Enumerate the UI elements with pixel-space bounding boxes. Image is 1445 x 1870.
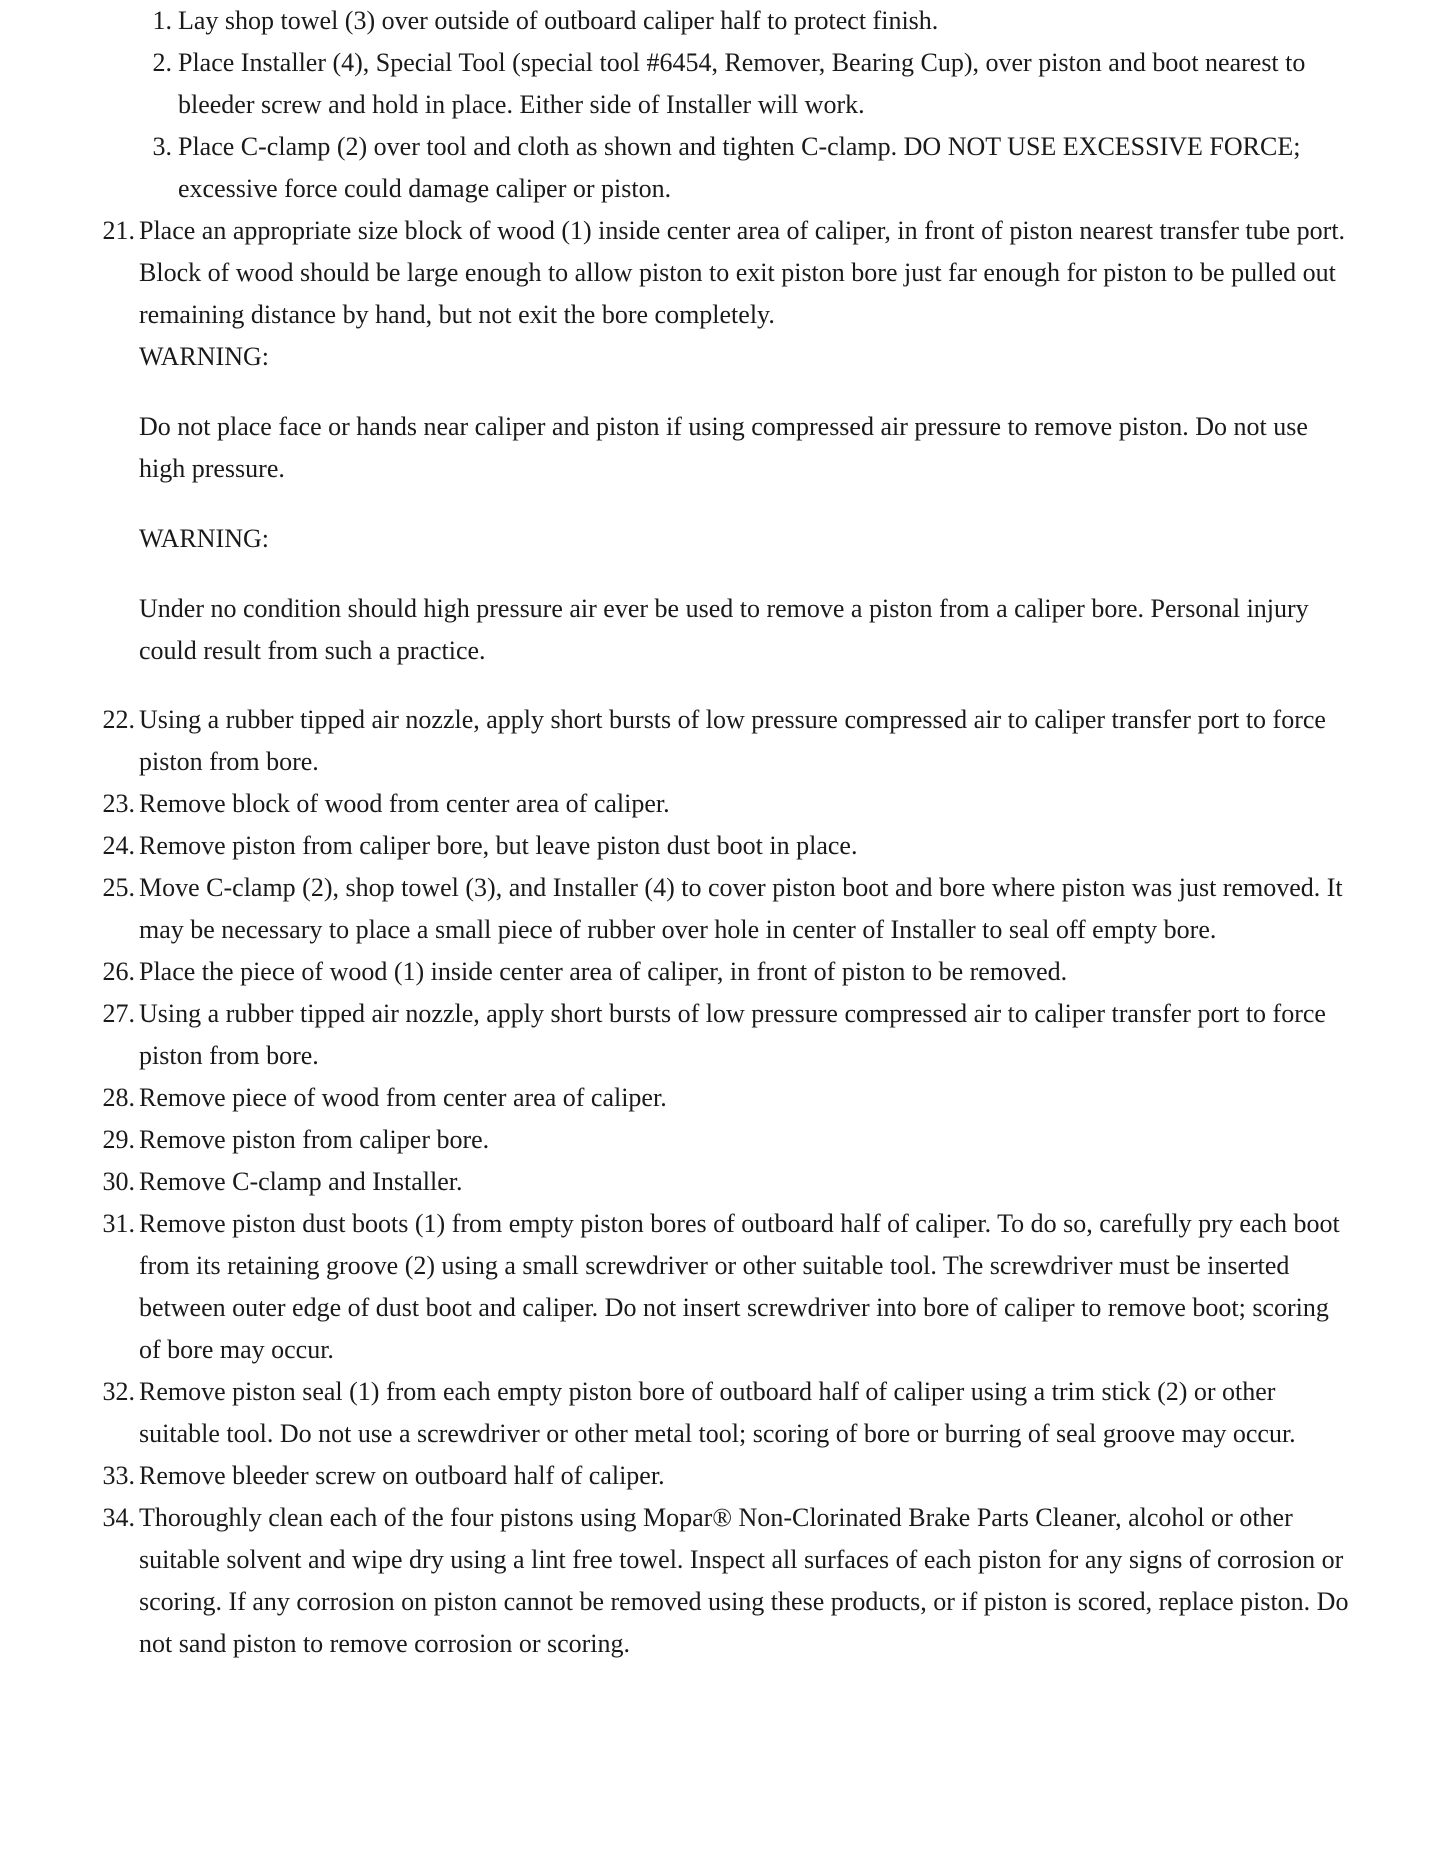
step	[0, 1119, 1445, 1161]
step-number: 28.	[102, 1083, 135, 1112]
sub-step-text: Place Installer (4), Special Tool (special tool #6454, Remover, Bearing Cup), over piston and boot nearest to bleeder screw and hold in place. Either side of Installer will work.	[178, 48, 1306, 119]
step-number: 27.	[102, 999, 135, 1028]
step	[0, 1455, 1445, 1497]
step-number: 22.	[102, 705, 135, 734]
step-text: Remove piston seal (1) from each empty piston bore of outboard half of caliper using a trim stick (2) or other suitable tool. Do not use a screwdriver or other metal tool; scoring of bore or burring of seal groove may occur.	[139, 1377, 1296, 1448]
step-text: Place the piece of wood (1) inside center area of caliper, in front of piston to be removed.	[139, 957, 1068, 986]
step	[0, 951, 1445, 993]
step-number: 34.	[102, 1503, 135, 1532]
step	[0, 783, 1445, 825]
step-number: 31.	[102, 1209, 135, 1238]
warning-label: WARNING:	[139, 342, 269, 371]
step	[0, 825, 1445, 867]
step-text: Using a rubber tipped air nozzle, apply short bursts of low pressure compressed air to caliper transfer port to force piston from bore.	[139, 705, 1326, 776]
step-text: Remove piece of wood from center area of caliper.	[139, 1083, 667, 1112]
sub-step	[0, 0, 1445, 42]
step-number: 25.	[102, 873, 135, 902]
sub-step-text: Lay shop towel (3) over outside of outboard caliper half to protect finish.	[178, 6, 939, 35]
sub-step-number: 1.	[152, 6, 172, 35]
step-number: 21.	[102, 216, 135, 245]
step-number: 29.	[102, 1125, 135, 1154]
step-text: Remove bleeder screw on outboard half of caliper.	[139, 1461, 665, 1490]
step	[0, 1203, 1445, 1371]
sub-step	[0, 126, 1445, 210]
step-number: 33.	[102, 1461, 135, 1490]
step	[0, 1497, 1445, 1665]
step	[0, 867, 1445, 951]
sub-step	[0, 42, 1445, 126]
step-text: Remove piston dust boots (1) from empty piston bores of outboard half of caliper. To do so, carefully pry each boot from its retaining groove (2) using a small screwdriver or other suitable tool. The screwdriver must be inserted between outer edge of dust boot and caliper. Do not insert screwdriver into bore of caliper to remove boot; scoring of bore may occur.	[139, 1209, 1340, 1364]
step	[0, 1161, 1445, 1203]
warning-label: WARNING:	[139, 524, 269, 553]
step	[0, 1371, 1445, 1455]
sub-step-text: Place C-clamp (2) over tool and cloth as shown and tighten C-clamp. DO NOT USE EXCESSIVE FORCE; excessive force could damage caliper or piston.	[178, 132, 1301, 203]
sub-step-number: 2.	[152, 48, 172, 77]
step-number: 26.	[102, 957, 135, 986]
step-text: Move C-clamp (2), shop towel (3), and Installer (4) to cover piston boot and bore where piston was just removed. It may be necessary to place a small piece of rubber over hole in center of Installer to seal off empty bore.	[139, 873, 1343, 944]
step-text: Using a rubber tipped air nozzle, apply short bursts of low pressure compressed air to caliper transfer port to force piston from bore.	[139, 999, 1326, 1070]
step	[0, 993, 1445, 1077]
step	[0, 1077, 1445, 1119]
step-number: 24.	[102, 831, 135, 860]
step	[0, 699, 1445, 783]
step-21	[0, 210, 1445, 336]
warning-text: Under no condition should high pressure air ever be used to remove a piston from a caliper bore. Personal injury could result from such a practice.	[139, 594, 1309, 665]
step-number: 32.	[102, 1377, 135, 1406]
step-text: Remove C-clamp and Installer.	[139, 1167, 463, 1196]
step-text: Place an appropriate size block of wood (1) inside center area of caliper, in front of piston nearest transfer tube port. Block of wood should be large enough to allow piston to exit piston bore just far enough for piston to be pulled out remaining distance by hand, but not exit the bore completely.	[139, 216, 1346, 329]
step-text: Remove block of wood from center area of caliper.	[139, 789, 670, 818]
step-text: Remove piston from caliper bore.	[139, 1125, 490, 1154]
step-text: Remove piston from caliper bore, but leave piston dust boot in place.	[139, 831, 858, 860]
step-number: 30.	[102, 1167, 135, 1196]
step-number: 23.	[102, 789, 135, 818]
warning-text: Do not place face or hands near caliper and piston if using compressed air pressure to remove piston. Do not use high pressure.	[139, 412, 1308, 483]
step-text: Thoroughly clean each of the four pistons using Mopar® Non-Clorinated Brake Parts Cleaner, alcohol or other suitable solvent and wipe dry using a lint free towel. Inspect all surfaces of each piston for any signs of corrosion or scoring. If any corrosion on piston cannot be removed using these products, or if piston is scored, replace piston. Do not sand piston to remove corrosion or scoring.	[139, 1503, 1349, 1658]
sub-step-number: 3.	[152, 132, 172, 161]
